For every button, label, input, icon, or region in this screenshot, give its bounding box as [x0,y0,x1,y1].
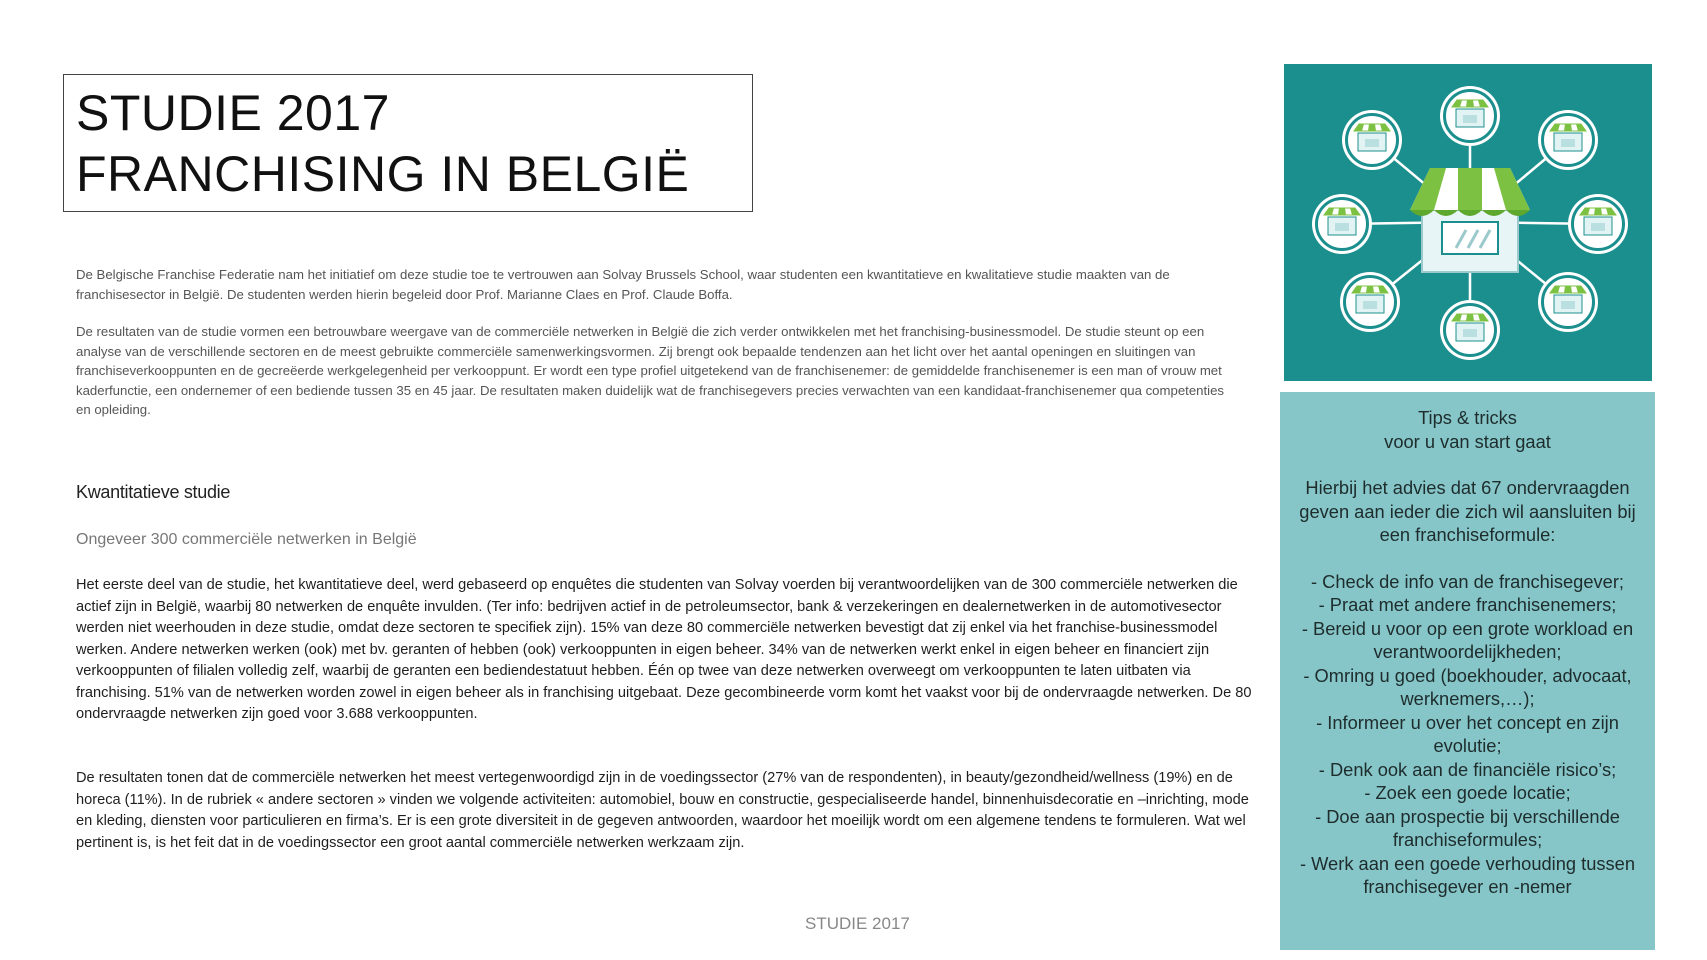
tips-item: - Informeer u over het concept en zijn evolutie; [1316,711,1619,756]
tips-list [1290,570,1645,899]
page-footer: STUDIE 2017 [805,914,910,933]
tips-item: - Praat met andere franchisenemers; [1318,594,1617,615]
tips-item: - Omring u goed (boekhouder, advocaat, werknemers,…); [1303,664,1632,709]
tips-item: - Denk ook aan de financiële risico’s; [1318,758,1617,780]
tips-item: - Check de info van de franchisegever; [1311,570,1624,592]
tips-item: - Doe aan prospectie bij verschillende franchiseformules; [1315,805,1620,850]
tips-panel [1280,392,1655,950]
tips-item: - Werk aan een goede verhouding tussen franchisegever en -nemer [1299,852,1636,897]
franchise-network-storefront-icon [1284,64,1652,381]
tips-title [1290,406,1645,453]
section-subheading: Ongeveer 300 commerciële netwerken in België [76,531,417,548]
tips-title-line-1: Tips & tricks [1418,407,1517,428]
franchise-network-illustration [1284,64,1652,381]
tips-title-line-2: voor u van start gaat [1384,430,1551,452]
tips-intro: Hierbij het advies dat 67 ondervraagden geven aan ieder die zich wil aansluiten bij een franchiseformule: [1299,477,1636,545]
tips-item: - Zoek een goede locatie; [1364,782,1571,803]
title-box [63,74,753,212]
body-paragraph-2: De resultaten tonen dat de commerciële netwerken het meest vertegenwoordigd zijn in de voedingssector (27% van de respondenten), in beauty/gezondheid/wellness (19%) en de horeca (11%). In de rubriek « andere sectoren » vinden we volgende activiteiten: automobiel, bouw en constructie, gespecialiseerde handel, binnenhuisdecoratie en –inrichting, mode en kleding, diensten voor particulieren en firma’s. Er is een grote diversiteit in de gegeven antwoorden, waardoor het moeilijk wordt om een algemene tendens te formuleren. Wat wel pertinent is, is het feit dat in de voedingssector een groot aantal commerciële netwerken werkzaam zijn. [76,770,1249,851]
page-title-line-1: STUDIE 2017 [76,85,390,141]
section-heading: Kwantitatieve studie [76,482,231,502]
page-title-line-2: FRANCHISING IN BELGIË [76,146,690,202]
intro-paragraph-2: De resultaten van de studie vormen een betrouwbare weergave van de commerciële netwerken in België die zich verder ontwikkelen met het franchising-businessmodel. De studie steunt op een analyse van de verschillende sectoren en de meest gebruikte commerciële samenwerkingsvormen. Zij brengt ook bepaalde tendenzen aan het licht over het aantal openingen en sluitingen van franchiseverkooppunten en de gecreëerde werkgelegenheid per verkooppunt. Er wordt een type profiel uitgetekend van de franchisenemer: de gemiddelde franchisenemer is een man of vrouw met kaderfunctie, een ondernemer of een bediende tussen 35 en 45 jaar. De resultaten maken duidelijk wat de franchisegevers precies verwachten van een kandidaat-franchisenemer qua competenties en opleiding. [76,324,1225,417]
body-paragraph-1: Het eerste deel van de studie, het kwantitatieve deel, werd gebaseerd op enquêtes die studenten van Solvay voerden bij verantwoordelijken van de 300 commerciële netwerken die actief zijn in België, waarbij 80 netwerken de enquête invulden. (Ter info: bedrijven actief in de petroleumsector, bank & verzekeringen en dealernetwerken in de automotivesector werden niet weerhouden in deze studie, omdat deze sectoren te specifiek zijn). 15% van deze 80 commerciële netwerken bevestigt dat zij enkel via het franchise-businessmodel werken. Andere netwerken werken (ook) met bv. geranten of hebben (ook) verkooppunten in eigen beheer. 34% van de netwerken werkt enkel in eigen beheer en financiert zijn verkooppunten of filialen volledig zelf, waarbij de geranten een bediendestatuut hebben. Één op twee van deze netwerken overweegt om verkooppunten te laten uitbaten via franchising. 51% van de netwerken worden zowel in eigen beheer als in franchising uitgebaat. Deze gecombineerde vorm komt het vaakst voor bij de ondervraagde netwerken. De 80 ondervraagde netwerken zijn goed voor 3.688 verkooppunten. [76,577,1252,722]
tips-item: - Bereid u voor op een grote workload en verantwoordelijkheden; [1301,617,1634,662]
intro-paragraph-1: De Belgische Franchise Federatie nam het initiatief om deze studie toe te vertrouwen aan Solvay Brussels School, waar studenten een kwantitatieve en kwalitatieve studie maakten van de franchisesector in België. De studenten werden hierin begeleid door Prof. Marianne Claes en Prof. Claude Boffa. [76,267,1170,302]
